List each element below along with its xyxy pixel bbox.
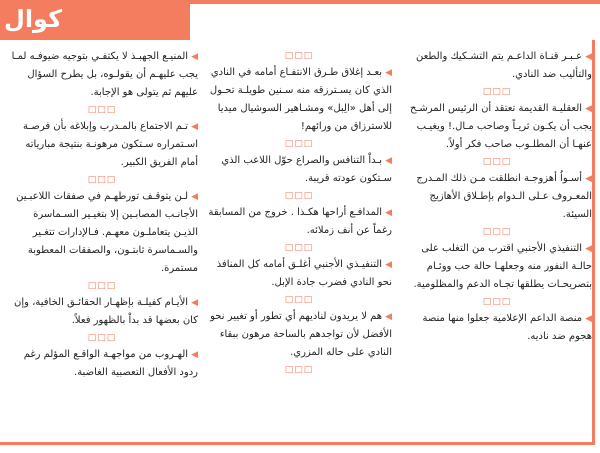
- arrow-bullet-icon: ◀: [585, 174, 592, 184]
- item-text: لـن يتوقـف تورطهـم في صفقات اللاعبـين الأجانـب المصابـين إلا بتغيـير السـماسرة الذيـن يتعاملـون معهـم. فـالإدارات تتغـير والسـماسرة ثابتـون، والصفقات المعطوبة مستمرة.: [16, 191, 198, 274]
- list-item: [206, 308, 392, 362]
- arrow-bullet-icon: ◀: [191, 52, 198, 62]
- page-title: كوال: [4, 5, 63, 33]
- separator: □□□: [284, 139, 314, 149]
- item-text: هم لا يريدون لناديهم أي تطور أو تغيير نحو الأفضل لأن تواجدهم بالساحة مرهون ببقاء النادي على حاله المزري.: [210, 311, 392, 358]
- item-text: أسـواُ أهزوجـة انطلقت مـن ذلك المـدرج المعـروف عـلى الـدوام بإطـلاق الأهازيج السيئة.: [416, 173, 592, 220]
- arrow-bullet-icon: ◀: [385, 208, 392, 218]
- separator: □□□: [87, 281, 117, 291]
- separator: □□□: [87, 105, 117, 115]
- list-item: [402, 310, 592, 346]
- separator: □□□: [284, 51, 314, 61]
- list-item: [206, 204, 392, 240]
- item-text: العقليـة القديمة تعتقد أن الرئيس المرشـح يجب أن يكـون ثريـاً وصاحب مـال.! ويغيـب عنهـا أن المطلـوب صاحب فكر أولاً.: [409, 103, 592, 150]
- list-item: [6, 346, 198, 382]
- arrow-bullet-icon: ◀: [585, 104, 592, 114]
- list-item: [206, 152, 392, 188]
- arrow-bullet-icon: ◀: [191, 122, 198, 132]
- column-right: [402, 48, 592, 346]
- list-item: [6, 294, 198, 330]
- arrow-bullet-icon: ◀: [385, 312, 392, 322]
- arrow-bullet-icon: ◀: [191, 350, 198, 360]
- column-left: [6, 48, 198, 382]
- item-text: المنيـع الجهبـذ لا يكتفـي بتوجيه ضيوفـه لمـا يجب عليهـم أن يقولـوه، بل يطرح السؤال عليهم ثم يتولى هو الإجابة.: [11, 51, 198, 98]
- list-item: [6, 118, 198, 172]
- arrow-bullet-icon: ◀: [385, 156, 392, 166]
- item-text: بعـد إغلاق طـرق الانتفـاع أمامه في النادي الذي كان يسـترزقه منه سـنين طويلـة تحـول إلى أهل «الِبل» ومشـاهير السوشيال ميديا للاسترزاق من ورائهم!: [209, 67, 392, 132]
- item-text: الهـروب من مواجهـة الواقـع المؤلم رغم ردود الأفعال التعصبية الغاضبة.: [23, 349, 198, 378]
- item-text: بـداْ التنافس والصراع حوّل اللاعب الذي سـتكون عودته قريبة.: [221, 155, 392, 184]
- list-item: [6, 188, 198, 278]
- arrow-bullet-icon: ◀: [585, 52, 592, 62]
- separator: □□□: [284, 191, 314, 201]
- item-text: الأيـام كفيلـة بإظهـار الحقائـق الخافية، وإن كان بعضها قد بداْ بالظهور فعلاً.: [14, 297, 198, 326]
- separator: □□□: [482, 87, 512, 97]
- item-text: المدافـع أراحها هكـذا . خروج من المسابقة رغماً عن أنف زملائه.: [208, 207, 392, 236]
- arrow-bullet-icon: ◀: [585, 314, 592, 324]
- separator: □□□: [482, 227, 512, 237]
- arrow-bullet-icon: ◀: [585, 244, 592, 254]
- header-white-panel: [190, 4, 600, 40]
- separator: □□□: [284, 295, 314, 305]
- separator: □□□: [87, 333, 117, 343]
- list-item: [402, 170, 592, 224]
- arrow-bullet-icon: ◀: [385, 260, 392, 270]
- list-item: [206, 256, 392, 292]
- separator: □□□: [482, 157, 512, 167]
- separator: □□□: [284, 365, 314, 375]
- list-item: [402, 48, 592, 84]
- separator: □□□: [284, 243, 314, 253]
- item-text: التنفيذي الأجنبي اقترب من التغلب على حالـة النفور منه وجعلهـا حالة حب ووئـام بتصريحـات يطلقها تجـاه الدعم والمظلومية.: [413, 243, 592, 290]
- list-item: [6, 48, 198, 102]
- arrow-bullet-icon: ◀: [385, 68, 392, 78]
- arrow-bullet-icon: ◀: [191, 192, 198, 202]
- separator: □□□: [482, 297, 512, 307]
- column-middle: [206, 48, 392, 378]
- item-text: منصة الداعم الإعلامية جعلوا منها منصة هجوم ضد ناديه.: [422, 313, 592, 342]
- item-text: تـم الاجتماع بالمـدرب وإبلاغه بأن فرصـة اسـتمراره سـتكون مرهونـة بنتيجة مبارياته أمام الفريق الكبير.: [23, 121, 198, 168]
- separator: □□□: [87, 175, 117, 185]
- arrow-bullet-icon: ◀: [191, 298, 198, 308]
- list-item: [206, 64, 392, 136]
- item-text: التنفيـذي الأجنبي أغلـق أمامه كل المنافذ نحو النادي فضرب جادة الإبل.: [216, 259, 392, 288]
- list-item: [402, 240, 592, 294]
- item-text: عـبـر قنـاة الداعـم يتم التشـكيك والطعن والتأليب ضد النادي.: [415, 51, 592, 80]
- list-item: [402, 100, 592, 154]
